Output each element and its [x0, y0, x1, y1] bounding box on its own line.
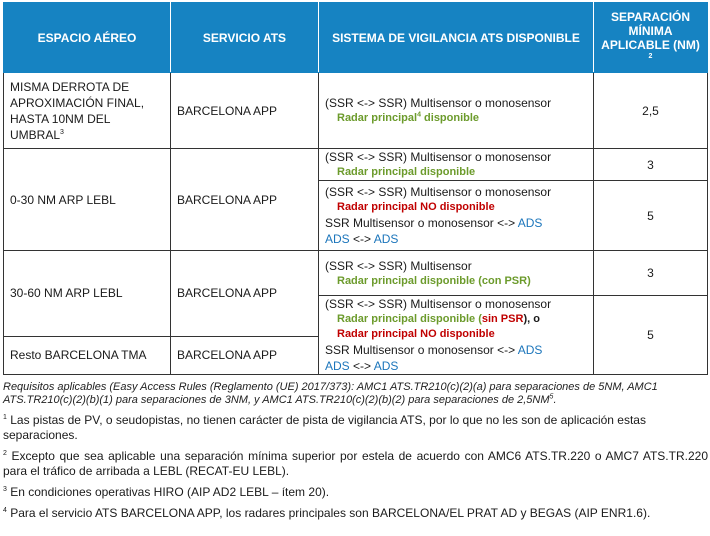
- system-cell: (SSR <-> SSR) Multisensor o monosensor Radar principal disponible (sin PSR), o Radar principal NO disponible SSR Multisensor o monosensor <-> ADS ADS <-> ADS: [319, 296, 594, 375]
- table-row: [4, 149, 708, 181]
- airspace-cell: MISMA DERROTA DE APROXIMACIÓN FINAL, HASTA 10NM DEL UMBRAL$^3$: [4, 73, 171, 149]
- table-row: [4, 251, 708, 296]
- service-cell: BARCELONA APP: [171, 149, 319, 251]
- airspace-cell: Resto BARCELONA TMA: [4, 336, 171, 374]
- system-cell: (SSR <-> SSR) Multisensor o monosensor Radar principal NO disponible SSR Multisensor o monosensor <-> ADS ADS <-> ADS: [319, 181, 594, 251]
- table-header-row: [4, 3, 708, 73]
- header-surveillance-system: SISTEMA DE VIGILANCIA ATS DISPONIBLE: [319, 3, 594, 73]
- system-cell: (SSR <-> SSR) Multisensor o monosensor Radar principal disponible: [319, 149, 594, 181]
- separation-table: [3, 2, 708, 375]
- separation-value: 2,5: [594, 73, 708, 149]
- separation-value: 5: [594, 181, 708, 251]
- system-cell: (SSR <-> SSR) Multisensor o monosensor Radar principal$^4$ disponible: [319, 73, 594, 149]
- footnotes: [3, 381, 708, 521]
- header-min-separation: SEPARACIÓN MÍNIMA APLICABLE (NM) $^2$: [594, 3, 708, 73]
- footnote-4: $^4$ Para el servicio ATS BARCELONA APP, los radares principales son BARCELONA/EL PRAT AD y BEGAS (AIP ENR1.6).: [3, 506, 651, 520]
- header-ats-service: SERVICIO ATS: [171, 3, 319, 73]
- service-cell: BARCELONA APP: [171, 73, 319, 149]
- header-airspace: ESPACIO AÉREO: [4, 3, 171, 73]
- footnote-3: $^3$ En condiciones operativas HIRO (AIP AD2 LEBL – ítem 20).: [3, 485, 330, 499]
- table-row: [4, 73, 708, 149]
- service-cell: BARCELONA APP: [171, 251, 319, 337]
- separation-value: 3: [594, 251, 708, 296]
- requirements-note: Requisitos aplicables (Easy Access Rules (Reglamento (UE) 2017/373): AMC1 ATS.TR210(c)(2)(a) para separaciones de 5NM, AMC1 ATS.TR210(c)(2)(b)(1) para separaciones de 3NM, y AMC1 ATS.TR210(c)(2)(b)(2) para separaciones de $2,5NM^5$.: [3, 381, 658, 406]
- system-cell: (SSR <-> SSR) Multisensor Radar principal disponible (con PSR): [319, 251, 594, 296]
- service-cell: BARCELONA APP: [171, 336, 319, 374]
- footnote-1: $^1$ Las pistas de PV, o seudopistas, no tienen carácter de pista de vigilancia ATS, por lo que no les son de aplicación estas separaciones.: [3, 413, 646, 442]
- airspace-cell: 0-30 NM ARP LEBL: [4, 149, 171, 251]
- separation-value: 5: [594, 296, 708, 375]
- separation-value: 3: [594, 149, 708, 181]
- airspace-cell: 30-60 NM ARP LEBL: [4, 251, 171, 337]
- footnote-2: $^2$ Excepto que sea aplicable una separación mínima superior por estela de acuerdo con AMC6 ATS.TR.220 o AMC7 ATS.TR.220 para el tráfico de arribada a LEBL (RECAT-EU LEBL).: [3, 449, 708, 478]
